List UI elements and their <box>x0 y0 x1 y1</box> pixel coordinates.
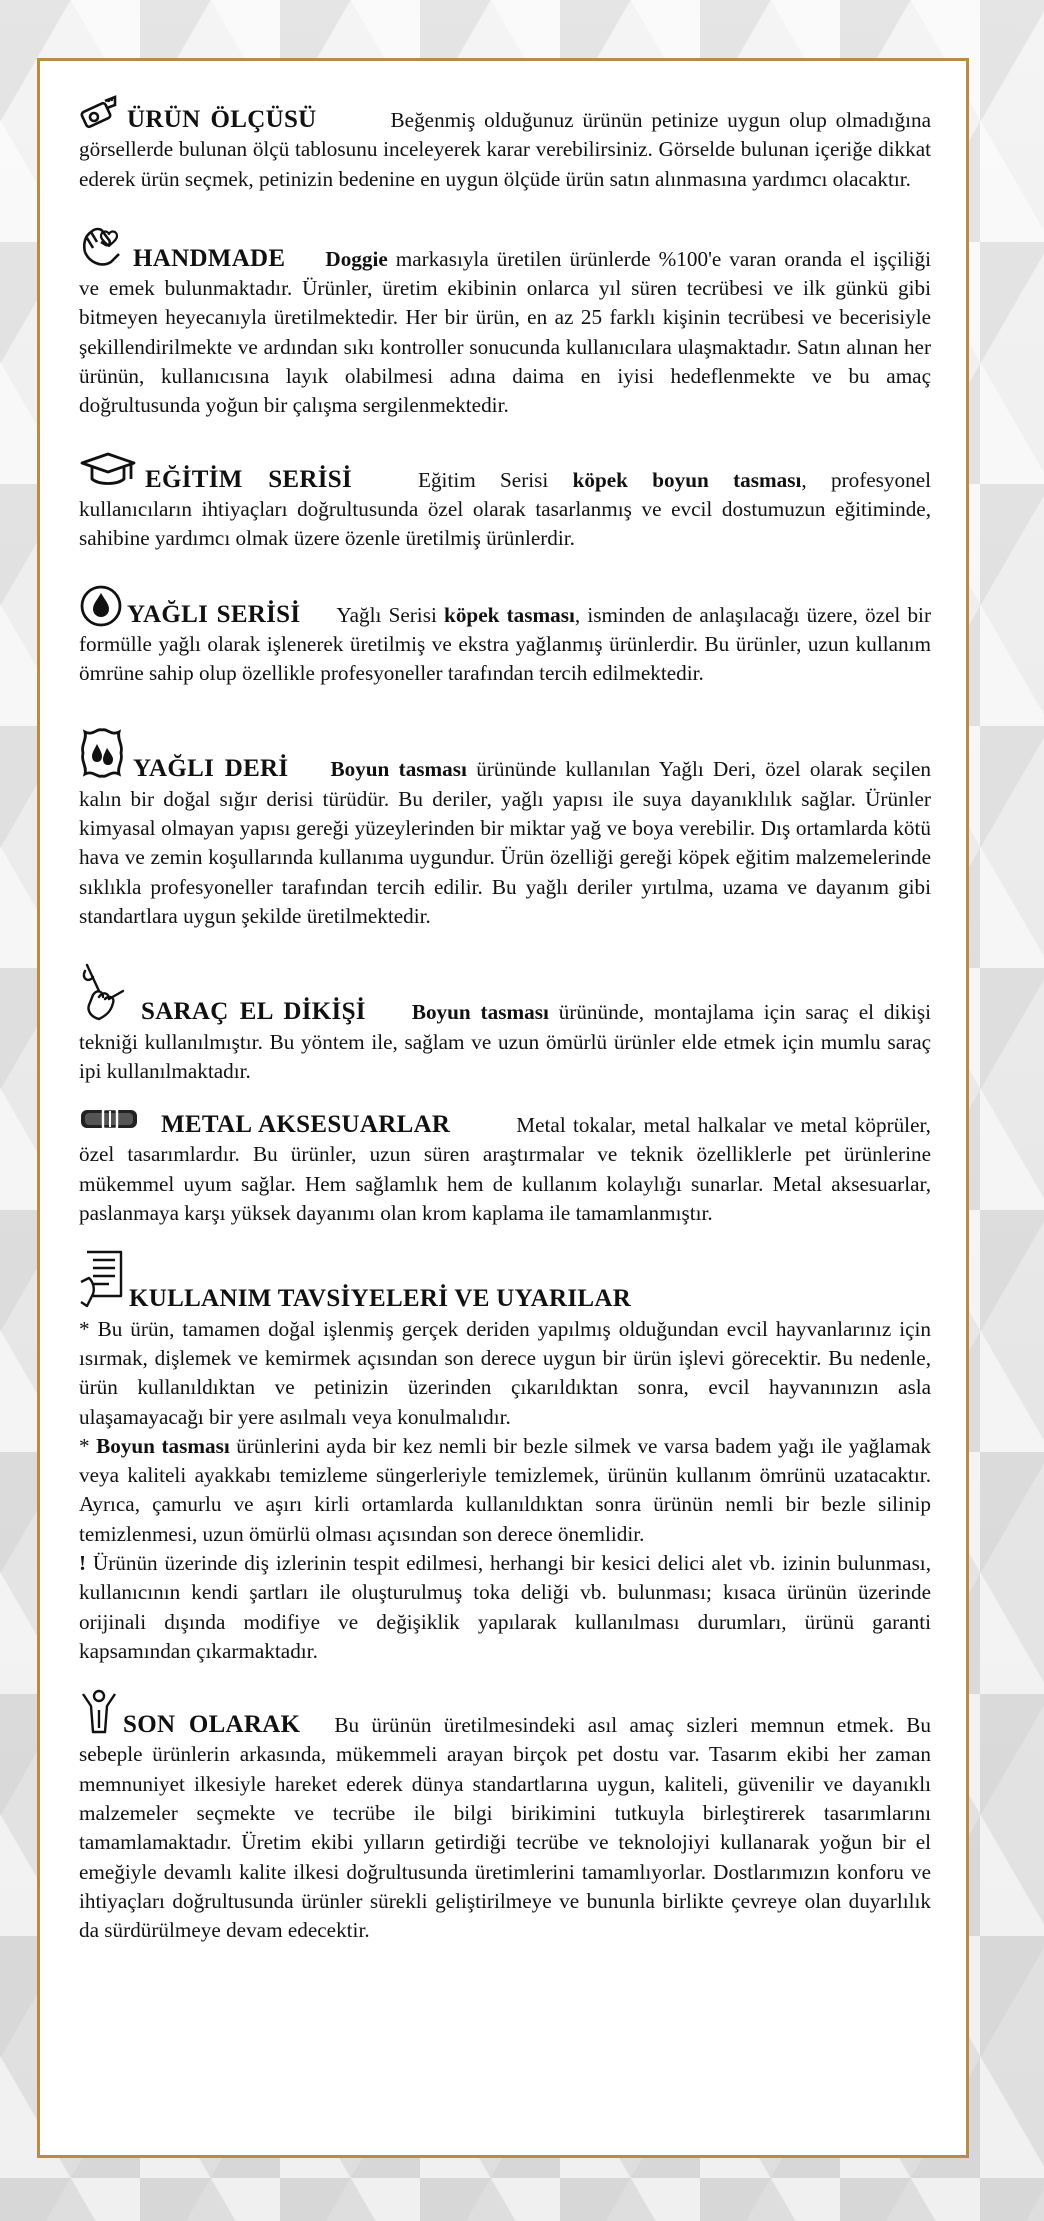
section-text: Beğenmiş olduğunuz ürünün petinize uygun olup olmadığına görsellerde bulunan ölçü tablosunu inceleyerek karar verebilirsiniz. Görselde bulunan içeriğe dikkat ederek ürün seçmek, petinizin bedenine en uygun ölçüde ürün satın alınmasına yardımcı olacaktır. <box>79 108 931 191</box>
section-title: SON OLARAK <box>123 1711 301 1739</box>
section-kullanim-tavsiyeleri <box>79 1248 931 1666</box>
section-text-pre: Eğitim Serisi <box>418 467 573 492</box>
section-title: KULLANIM TAVSİYELERİ VE UYARILAR <box>129 1285 632 1313</box>
section-title: SARAÇ EL DİKİŞİ <box>141 998 366 1026</box>
section-body <box>79 1106 931 1228</box>
brand-name: Doggie <box>325 246 388 271</box>
section-egitim-serisi <box>79 451 931 554</box>
section-body <box>79 961 931 1086</box>
product-name: Boyun tasması <box>411 1000 549 1025</box>
section-text: , isminden de anlaşılacağı üzere, özel bir formülle yağlı olarak işlenerek üretilmiş ve ekstra yağlanmış ürünlerdir. Bu ürünler, uzun kullanım ömrüne sahip olup özellikle profesyoneller tarafından tercih edilmektedir. <box>79 602 932 686</box>
section-title: ÜRÜN ÖLÇÜSÜ <box>127 106 317 133</box>
section-body <box>79 584 931 689</box>
product-name: köpek boyun tasması <box>572 467 802 492</box>
section-urun-olcusu <box>79 93 931 194</box>
section-son-olarak <box>79 1688 931 1945</box>
product-name: köpek tasması <box>444 602 575 627</box>
section-metal-aksesuarlar <box>79 1106 931 1228</box>
needle-hand-icon <box>79 961 129 1023</box>
section-title: EĞİTİM SERİSİ <box>145 465 353 493</box>
warning-3: ! Ürünün üzerinde diş izlerinin tespit edilmesi, herhangi bir kesici delici alet vb. izinin bulunması, kullanıcının kendi şartları ile oluşturulmuş toka deliği vb. bulunması; kısaca ürünün üzerinde orijinali dışında modifiye ve değişiklik yapılarak kullanılması durumları, ürünü garanti kapsamından çıkarmaktadır. <box>79 1550 931 1663</box>
section-text: , profesyonel kullanıcıların ihtiyaçları doğrultusunda özel olarak tasarlanmış ve evcil dostumuzun eğitiminde, sahibine yardımcı olmak üzere özenle üretilmiş ürünlerdir. <box>79 467 931 551</box>
measuring-tape-icon <box>79 93 119 133</box>
section-text: Metal tokalar, metal halkalar ve metal köprüler, özel tasarımlardır. Bu ürünler, uzun süren araştırmalar ve teknik özelliklerle pet ürünlerine mükemmel uyum sağlar. Hem sağlamlık hem de kullanım kolaylığı sunarlar. Metal aksesuarlar, paslanmaya karşı yüksek dayanımı olan krom kaplama ile tamamlanmıştır. <box>79 1113 931 1226</box>
oil-drop-icon <box>79 584 123 628</box>
product-name: Boyun tasması <box>330 757 467 782</box>
section-body <box>79 451 931 554</box>
person-star-icon <box>79 1688 119 1736</box>
warning-1: * Bu ürün, tamamen doğal işlenmiş gerçek deriden yapılmış olduğundan evcil hayvanlarınız için ısırmak, dişlemek ve kemirmek açısından son derece uygun bir ürün işlevi görecektir. Bu nedenle, ürün kullanıldıktan ve petinizin üzerinden çıkarıldıktan sonra, evcil hayvanınızın asla ulaşamayacağı bir yere asılmalı veya konulmalıdır. <box>79 1316 931 1429</box>
section-text: markasıyla üretilen ürünlerde %100'e varan oranda el işçiliği ve emek bulunmaktadır. Ürünler, üretim ekibinin onlarca yıl süren tecrübesi ve ilk günkü gibi bitmeyen heyecanıyla üretilmektedir. Her bir ürün, en az 25 farklı kişinin tecrübesi ve becerisiyle şekillendirilmekte ve ardından sıkı kontroller sonucunda kullanıcılara ulaşmaktadır. Satın alınan her ürünün, kullanıcısına layık olabilmesi adına daima en iyisi hedeflenmekte ve bu amaç doğrultusunda yoğun bir çalışma sergilenmektedir. <box>79 246 931 418</box>
section-text: ürününde kullanılan Yağlı Deri, özel olarak seçilen kalın bir doğal sığır derisi türüdür. Bu deriler, yağlı yapısı ile suya dayanıklılık sağlar. Ürünler kimyasal olmayan yapısı gereği yüzeylerinden bir miktar yağ ve boya verebilir. Dış ortamlarda kötü hava ve zemin koşullarında kullanıma uygundur. Ürün özelliği gereği köpek eğitim malzemelerinde sıklıkla profesyoneller tarafından tercih edilir. Bu yağlı deriler yırtılma, uzama ve dayanım gibi standartlara uygun şekilde üretilmektedir. <box>79 757 931 928</box>
section-title: YAĞLI DERİ <box>133 755 289 783</box>
section-text-pre: Yağlı Serisi <box>336 602 445 627</box>
section-body <box>79 726 931 931</box>
section-body <box>79 224 931 421</box>
section-text: Bu ürünün üretilmesindeki asıl amaç sizleri memnun etmek. Bu sebeple ürünlerin arkasında, mükemmeli arayan birçok pet dostu var. Tasarım ekibi her zaman memnuniyet ilkesiyle hareket ederek dünya standartlarına uygun, kaliteli, güvenilir ve dayanıklı malzemeler seçmekte ve tecrübe ile bilgi birikimini tutkuyla birleştirerek tasarımlarını tamamlamaktadır. Üretim ekibi yılların getirdiği tecrübe ve teknolojiyi kullanarak yoğun bir el emeğiyle devamlı kalite ilkesi doğrultusunda üretimlerini tamamlıyorlar. Dostlarımızın konforu ve ihtiyaçları doğrultusunda ürünler sürekli geliştirilmeye ve bununla birlikte çevreye olan duyarlılık da sürdürülmeye devam edecektir. <box>79 1713 931 1943</box>
buckle-icon <box>79 1106 139 1132</box>
hand-heart-icon <box>79 224 125 270</box>
section-text: ürününde, montajlama için saraç el dikişi tekniği kullanılmıştır. Bu yöntem ile, sağlam ve uzun ömürlü ürünler elde etmek için mumlu saraç ipi kullanılmaktadır. <box>79 1000 931 1083</box>
warning-mark: ! <box>79 1550 87 1575</box>
section-title: METAL AKSESUARLAR <box>161 1111 451 1139</box>
content-frame <box>37 58 969 2158</box>
graduation-cap-icon <box>79 451 137 489</box>
product-name: Boyun tasması <box>96 1433 230 1458</box>
section-heading-line <box>79 1248 931 1314</box>
section-body <box>79 1688 931 1945</box>
section-sarac-el-dikisi <box>79 961 931 1086</box>
section-title: HANDMADE <box>133 244 286 272</box>
warning-2: * Boyun tasması ürünlerini ayda bir kez nemli bir bezle silmek ve varsa badem yağı ile yağlamak veya kaliteli ayakkabı temizleme süngerleriyle temizlemek, ürünün kullanım ömrünü uzatacaktır. Ayrıca, çamurlu ve aşırı kirli ortamlarda kullanıldıktan sonra ürünün nemli bir bezle silinip temizlenmesi, uzun ömürlü olması açısından son derece önemlidir. <box>79 1433 932 1546</box>
leather-drop-icon <box>79 726 125 780</box>
section-body <box>79 93 931 194</box>
content-column <box>79 91 931 1946</box>
section-yagli-deri <box>79 726 931 931</box>
section-yagli-serisi <box>79 584 931 689</box>
section-title: YAĞLI SERİSİ <box>127 600 301 628</box>
document-hand-icon <box>79 1248 125 1310</box>
section-handmade <box>79 224 931 421</box>
